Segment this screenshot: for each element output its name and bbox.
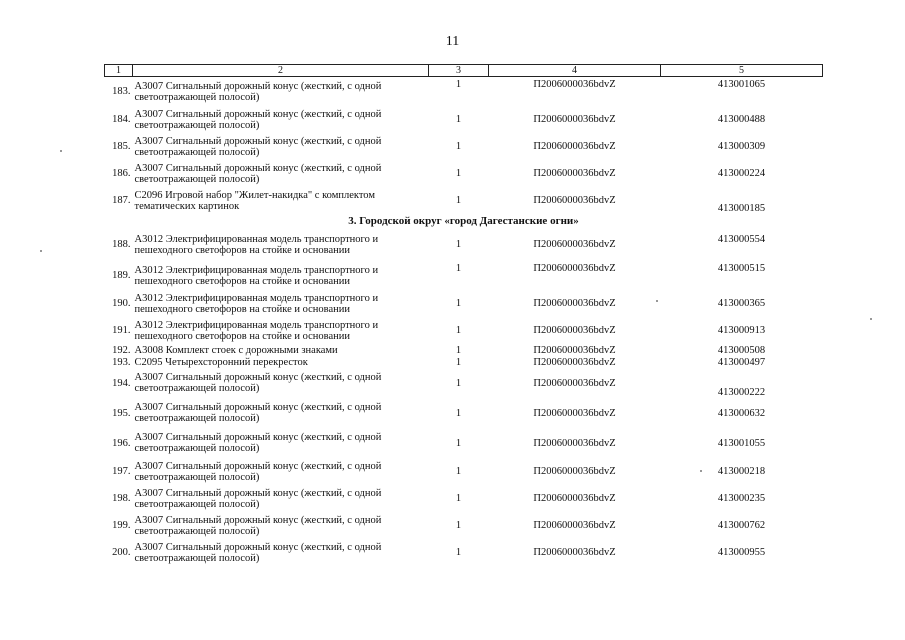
table-row <box>105 512 823 539</box>
item-name <box>133 368 429 398</box>
table-row <box>105 485 823 512</box>
item-quantity: 1 <box>455 377 462 389</box>
item-name-line: А3007 Сигнальный дорожный конус (жесткий, с одной <box>134 108 382 120</box>
table-row <box>105 77 823 107</box>
item-name <box>133 106 429 133</box>
scan-speck <box>870 318 872 320</box>
item-name-line: светоотражающей полосой) <box>134 173 260 185</box>
item-name-line: светоотражающей полосой) <box>134 383 260 394</box>
item-name <box>133 485 429 512</box>
item-code: П2006000036bdvZ <box>533 141 616 152</box>
item-name-line: А3008 Комплект стоек с дорожными знаками <box>134 344 338 356</box>
item-quantity: 1 <box>455 493 462 504</box>
table-row <box>105 160 823 187</box>
inventory-table <box>104 64 823 566</box>
item-name <box>133 290 429 317</box>
item-name <box>133 428 429 458</box>
item-name-line: А3007 Сигнальный дорожный конус (жесткий, с одной <box>134 541 382 553</box>
item-code: П2006000036bdvZ <box>533 493 616 504</box>
item-name-line: А3007 Сигнальный дорожный конус (жесткий, с одной <box>134 372 382 383</box>
item-code: П2006000036bdvZ <box>533 195 616 206</box>
item-code: П2006000036bdvZ <box>533 298 616 309</box>
item-name <box>133 356 429 368</box>
item-quantity: 1 <box>455 325 462 336</box>
table-row <box>105 368 823 398</box>
row-number: 186. <box>112 168 131 179</box>
item-quantity: 1 <box>455 195 462 206</box>
item-quantity: 1 <box>455 344 462 356</box>
scan-speck <box>60 150 62 152</box>
item-quantity: 1 <box>455 239 462 250</box>
item-name-line: пешеходного светофоров на стойке и основании <box>134 330 351 342</box>
column-header-number: 1 <box>105 65 133 77</box>
section-heading: 3. Городской округ «город Дагестанские огни» <box>348 214 579 227</box>
item-inventory-number: 413000222 <box>717 387 766 398</box>
item-quantity: 1 <box>455 79 462 90</box>
item-code: П2006000036bdvZ <box>533 114 616 125</box>
item-name-line: А3007 Сигнальный дорожный конус (жесткий, с одной <box>134 135 382 147</box>
item-inventory-number: 413000554 <box>717 234 766 245</box>
row-number: 183. <box>112 86 131 97</box>
item-name-line: светоотражающей полосой) <box>134 146 260 158</box>
item-code: П2006000036bdvZ <box>533 79 616 90</box>
row-number: 192. <box>112 344 131 356</box>
table-row <box>105 317 823 344</box>
table-row <box>105 356 823 368</box>
row-number: 191. <box>112 325 131 336</box>
section-heading-row <box>105 214 823 228</box>
item-name-line: пешеходного светофоров на стойке и основании <box>134 244 351 256</box>
item-code: П2006000036bdvZ <box>533 168 616 179</box>
item-name-line: светоотражающей полосой) <box>134 443 260 454</box>
item-quantity: 1 <box>455 263 462 274</box>
item-inventory-number: 413000218 <box>717 466 766 477</box>
table-row <box>105 458 823 485</box>
row-number: 189. <box>112 270 131 281</box>
item-name <box>133 512 429 539</box>
item-name-line: А3012 Электрифицированная модель транспортного и <box>134 233 379 245</box>
item-inventory-number: 413000955 <box>717 547 766 558</box>
item-name <box>133 458 429 485</box>
item-name <box>133 77 429 107</box>
item-code: П2006000036bdvZ <box>533 520 616 531</box>
table-row <box>105 261 823 290</box>
item-quantity: 1 <box>455 356 462 368</box>
item-inventory-number: 413000913 <box>717 325 766 336</box>
row-number: 196. <box>112 437 131 449</box>
item-name-line: С2095 Четырехсторонний перекресток <box>134 356 308 368</box>
item-name-line: светоотражающей полосой) <box>134 119 260 131</box>
item-quantity: 1 <box>455 141 462 152</box>
table-row <box>105 106 823 133</box>
item-name <box>133 539 429 566</box>
item-name <box>133 317 429 344</box>
item-inventory-number: 413000488 <box>717 114 766 125</box>
item-inventory-number: 413000224 <box>717 168 766 179</box>
table-header-row <box>105 65 823 77</box>
item-quantity: 1 <box>455 437 462 449</box>
item-name-line: А3012 Электрифицированная модель транспортного и <box>134 292 379 304</box>
item-quantity: 1 <box>455 114 462 125</box>
row-number: 197. <box>112 466 131 477</box>
row-number: 188. <box>112 239 131 250</box>
item-quantity: 1 <box>455 520 462 531</box>
row-number: 199. <box>112 520 131 531</box>
item-inventory-number: 413000309 <box>717 141 766 152</box>
item-name <box>133 133 429 160</box>
item-name-line: А3007 Сигнальный дорожный конус (жесткий, с одной <box>134 432 382 443</box>
scan-speck <box>700 470 702 472</box>
row-number: 198. <box>112 493 131 504</box>
item-code: П2006000036bdvZ <box>533 377 616 389</box>
column-header-quantity: 3 <box>429 65 489 77</box>
item-quantity: 1 <box>455 547 462 558</box>
item-code: П2006000036bdvZ <box>533 437 616 449</box>
column-header-code: 4 <box>489 65 661 77</box>
item-code: П2006000036bdvZ <box>533 239 616 250</box>
item-inventory-number: 413001065 <box>717 79 766 90</box>
item-name-line: светоотражающей полосой) <box>134 471 260 483</box>
item-quantity: 1 <box>455 168 462 179</box>
table-row <box>105 290 823 317</box>
item-inventory-number: 413000762 <box>717 520 766 531</box>
item-code: П2006000036bdvZ <box>533 466 616 477</box>
item-code: П2006000036bdvZ <box>533 547 616 558</box>
item-quantity: 1 <box>455 298 462 309</box>
column-header-inventory: 5 <box>661 65 823 77</box>
item-name-line: А3007 Сигнальный дорожный конус (жесткий, с одной <box>134 487 382 499</box>
item-name-line: пешеходного светофоров на стойке и основании <box>134 303 351 315</box>
item-name-line: светоотражающей полосой) <box>134 91 260 103</box>
table-row <box>105 428 823 458</box>
item-name-line: А3012 Электрифицированная модель транспортного и <box>134 264 379 276</box>
row-number: 187. <box>112 195 131 206</box>
item-code: П2006000036bdvZ <box>533 356 616 368</box>
item-code: П2006000036bdvZ <box>533 263 616 274</box>
column-header-name: 2 <box>133 65 429 77</box>
item-name <box>133 261 429 290</box>
item-code: П2006000036bdvZ <box>533 407 616 419</box>
item-inventory-number: 413000515 <box>717 263 766 274</box>
item-name-line: А3007 Сигнальный дорожный конус (жесткий, с одной <box>134 402 382 413</box>
row-number: 190. <box>112 298 131 309</box>
section-heading-group <box>105 214 823 228</box>
item-name-line: С2096 Игровой набор "Жилет-накидка" с комплектом <box>134 189 375 201</box>
table-row <box>105 228 823 261</box>
row-number: 184. <box>112 114 131 125</box>
item-name-line: светоотражающей полосой) <box>134 525 260 537</box>
item-name <box>133 344 429 356</box>
item-code: П2006000036bdvZ <box>533 325 616 336</box>
item-inventory-number: 413000365 <box>717 298 766 309</box>
item-inventory-number: 413000497 <box>717 356 766 368</box>
item-inventory-number: 413000632 <box>717 407 766 419</box>
row-number: 193. <box>112 356 131 368</box>
table-row <box>105 133 823 160</box>
scan-speck <box>656 300 658 302</box>
item-name-line: светоотражающей полосой) <box>134 413 260 424</box>
scan-speck <box>40 250 42 252</box>
table-row <box>105 187 823 214</box>
row-number: 185. <box>112 141 131 152</box>
table-row <box>105 344 823 356</box>
item-name <box>133 187 429 214</box>
item-name <box>133 228 429 261</box>
item-name-line: А3012 Электрифицированная модель транспортного и <box>134 319 379 331</box>
page-number: 11 <box>445 34 460 49</box>
item-inventory-number: 413000185 <box>717 203 766 214</box>
item-name-line: А3007 Сигнальный дорожный конус (жесткий, с одной <box>134 162 382 174</box>
item-code: П2006000036bdvZ <box>533 344 616 356</box>
table-row <box>105 398 823 428</box>
item-name-line: А3007 Сигнальный дорожный конус (жесткий, с одной <box>134 80 382 92</box>
item-name <box>133 160 429 187</box>
row-number: 200. <box>112 547 131 558</box>
item-name-line: А3007 Сигнальный дорожный конус (жесткий, с одной <box>134 460 382 472</box>
item-inventory-number: 413001055 <box>717 437 766 449</box>
item-inventory-number: 413000508 <box>717 344 766 356</box>
item-name-line: тематических картинок <box>134 200 240 212</box>
item-name-line: А3007 Сигнальный дорожный конус (жесткий, с одной <box>134 514 382 526</box>
rows-before-section <box>105 77 823 215</box>
item-quantity: 1 <box>455 407 462 419</box>
item-name-line: светоотражающей полосой) <box>134 552 260 564</box>
rows-after-section <box>105 228 823 566</box>
table-row <box>105 539 823 566</box>
item-quantity: 1 <box>455 466 462 477</box>
item-name-line: пешеходного светофоров на стойке и основании <box>134 275 351 287</box>
row-number: 195. <box>112 407 131 419</box>
row-number: 194. <box>112 377 131 389</box>
item-name-line: светоотражающей полосой) <box>134 498 260 510</box>
item-inventory-number: 413000235 <box>717 493 766 504</box>
item-name <box>133 398 429 428</box>
